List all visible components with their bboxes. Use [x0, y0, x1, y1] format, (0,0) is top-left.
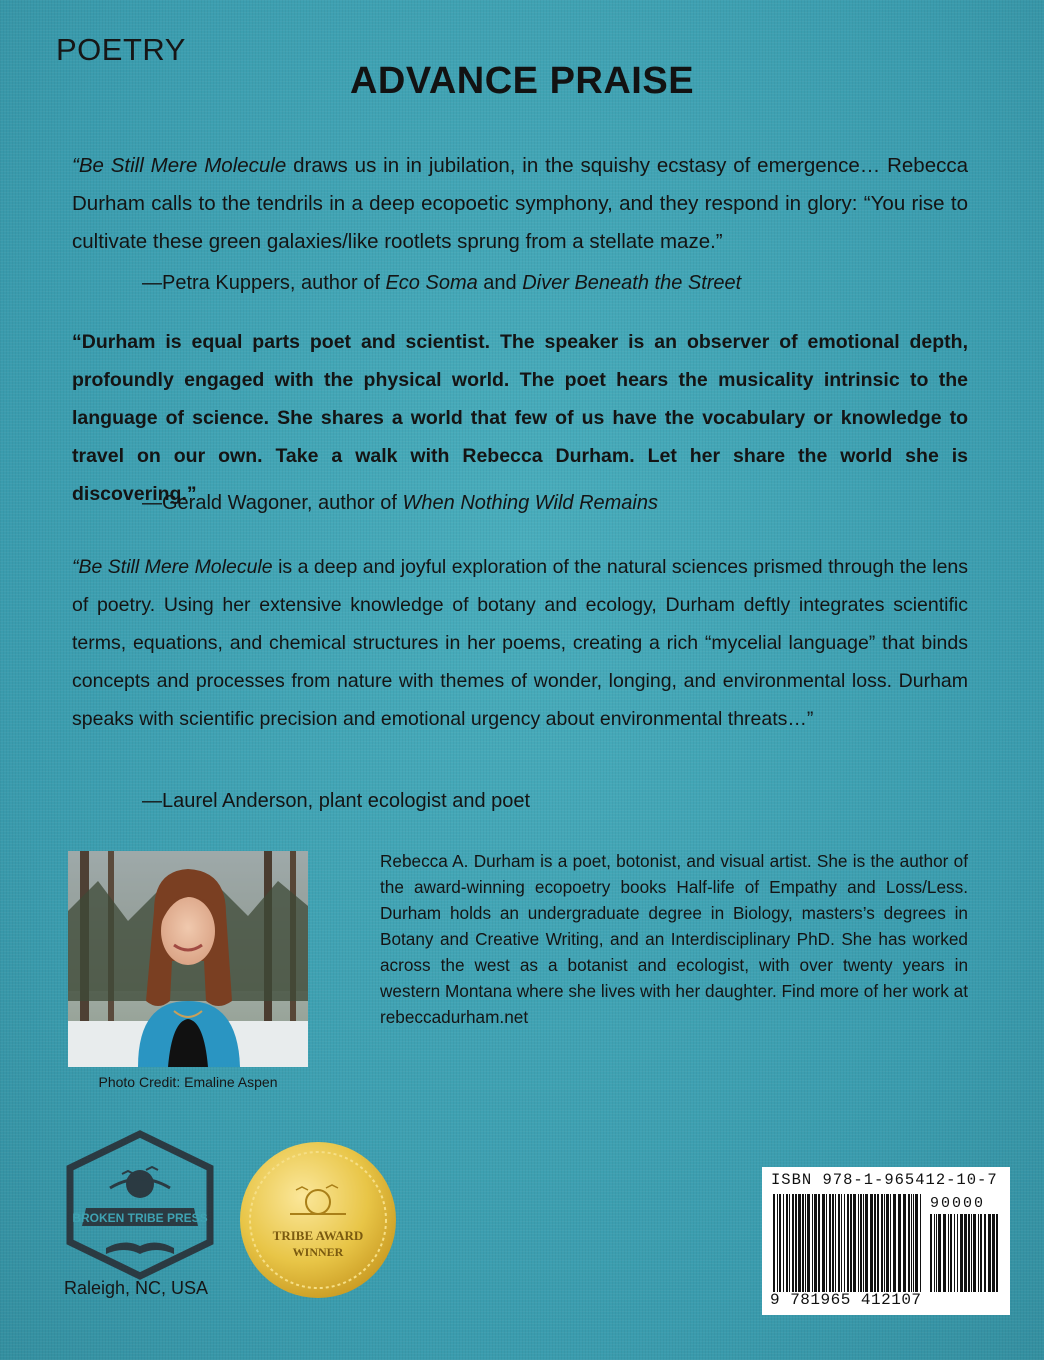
praise-quote-3 — [72, 548, 968, 738]
attribution-2-author: —Gerald Wagoner, author of — [142, 492, 403, 514]
quote-3-book-title: “Be Still Mere Molecule — [72, 556, 273, 578]
publisher-location: Raleigh, NC, USA — [64, 1278, 209, 1298]
attribution-1-work-2: Diver Beneath the Street — [522, 272, 742, 294]
award-seal — [238, 1140, 398, 1300]
isbn-number: ISBN 978-1-965412-10-7 — [771, 1171, 998, 1189]
price-code: 90000 — [930, 1195, 986, 1212]
attribution-1-and: and — [477, 272, 523, 294]
quote-1-text: draws us in in jubilation, in the squishy ecstasy of emergence… Rebecca Durham calls to the tendrils in a deep ecopoetic symphony, and they respond in glory: “You rise to cultivate these green galaxies/like rootlets sprung from a stellate maze.” — [72, 154, 968, 253]
photo-credit: Photo Credit: Emaline Aspen — [98, 1074, 278, 1090]
praise-quote-1 — [72, 147, 968, 261]
praise-quote-2: “Durham is equal parts poet and scientist. The speaker is an observer of emotional depth, profoundly engaged with the physical world. The poet hears the musicality intrinsic to the language of science. She shares a world that few of us have the vocabulary or knowledge to travel on our own. Take a walk with Rebecca Durham. Let her share the world she is discovering.” — [72, 331, 968, 505]
ean-number: 9 781965 412107 — [770, 1291, 922, 1309]
publisher-name: BROKEN TRIBE PRESS — [72, 1211, 208, 1225]
author-bio: Rebecca A. Durham is a poet, botonist, and visual artist. She is the author of the award-winning ecopoetry books Half-life of Empathy and Loss/Less. Durham holds an undergraduate degree in Biology, masters’s degrees in Botany and Creative Writing, and an Interdisciplinary PhD. She has worked across the west as a botanist and ecologist, with over twenty years in western Montana where she lives with her daughter. Find more of her work at rebeccadurham.net — [380, 851, 968, 1027]
quote-3-text: is a deep and joyful exploration of the natural sciences prismed through the lens of poetry. Using her extensive knowledge of botany and ecology, Durham deftly integrates scientific terms, equations, and chemical structures in her poems, creating a rich “mycelial language” that binds concepts and processes from nature with themes of wonder, longing, and environmental loss. Durham speaks with scientific precision and emotional urgency about environmental threats…” — [72, 556, 969, 730]
praise-attribution-2 — [142, 492, 658, 515]
praise-attribution-1 — [142, 272, 741, 295]
attribution-1-work-1: Eco Soma — [385, 272, 478, 294]
award-line-1: TRIBE AWARD — [272, 1228, 364, 1243]
author-photo — [68, 851, 308, 1067]
praise-attribution-3: —Laurel Anderson, plant ecologist and poet — [142, 790, 531, 812]
genre-label: POETRY — [56, 32, 186, 67]
attribution-1-author: —Petra Kuppers, author of — [142, 272, 386, 294]
award-line-2: WINNER — [292, 1245, 344, 1259]
publisher-logo — [64, 1130, 216, 1280]
isbn-barcode — [762, 1167, 1010, 1315]
quote-1-book-title: “Be Still Mere Molecule — [72, 154, 287, 177]
page-title: ADVANCE PRAISE — [349, 60, 695, 102]
barcode-bars — [773, 1194, 925, 1292]
price-barcode-bars — [930, 1214, 1000, 1292]
attribution-2-work: When Nothing Wild Remains — [402, 492, 658, 514]
